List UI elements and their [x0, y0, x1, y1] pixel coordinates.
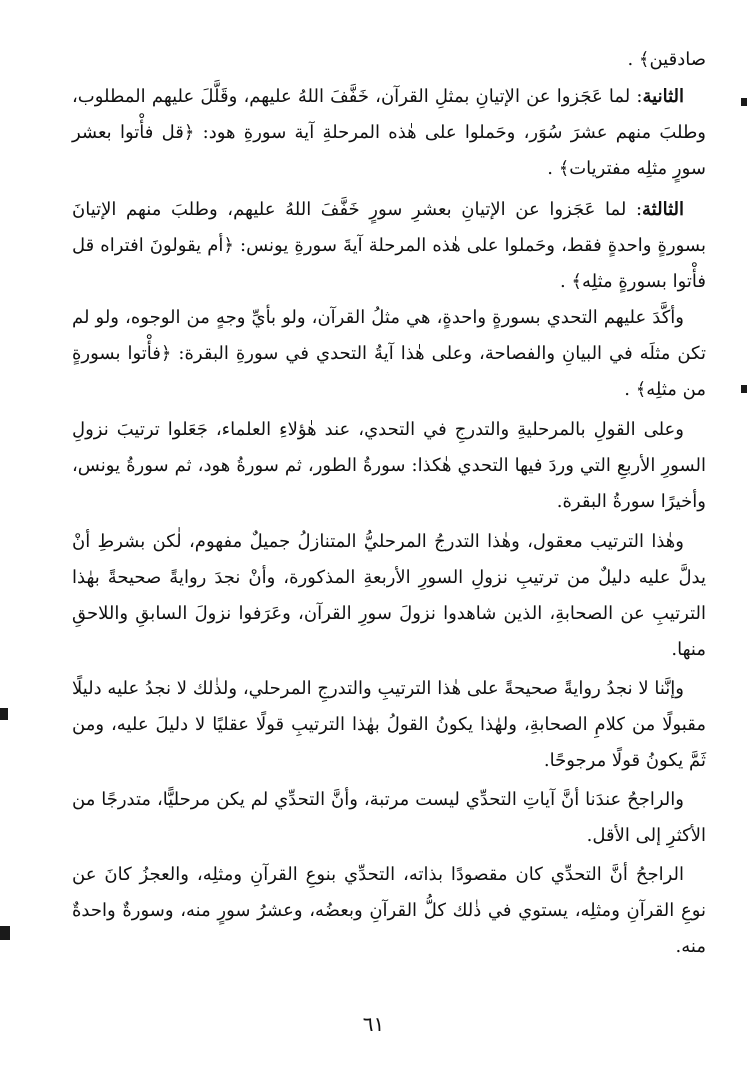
paragraph-preferred-view — [72, 782, 706, 854]
paragraph-text-challenge: وأكَّدَ عليهم التحدي بسورةٍ واحدةٍ، هي مثلُ القرآن، ولو بأيِّ وجهٍ من الوجوه، ولو لم تكن مثلَه في البيانِ والفصاحة، وعلى هٰذا آيةُ التحدي في سورةِ البقرة: ﴿فأْتوا بسورةٍ من مثلِه﴾ . — [72, 307, 706, 400]
paragraph-text-third: : لما عَجَزوا عن الإتيانِ بعشرِ سورٍ خَفَّفَ اللهُ عليهم، وطلبَ منهم الإتيانَ بسورةٍ واحدةٍ فقط، وحَملوا على هٰذه المرحلة آيةَ سورةِ يونس: ﴿أم يقولونَ افتراه قل فأْتوا بسورةٍ مثلِه﴾ . — [72, 199, 706, 292]
scan-mark-top — [741, 98, 747, 106]
paragraph-text-condition: وهٰذا الترتيب معقول، وهٰذا التدرجُ المرحليُّ المتنازلُ جميلٌ مفهوم، لٰكن بشرطِ أنْ يدلَّ عليه دليلٌ من ترتيبِ نزولِ السورِ الأربعةِ المذكورة، وأنْ نجدَ روايةً صحيحةً بهٰذا الترتيبِ عن الصحابةِ، الذين شاهدوا نزولَ سورِ القرآن، وعَرَفوا نزولَ السابقِ واللاحقِ منها. — [72, 531, 706, 660]
paragraph-continuation: صادقين﴾ . — [627, 49, 706, 70]
paragraph-text-no-narration: وإنَّنا لا نجدُ روايةً صحيحةً على هٰذا الترتيبِ والتدرجِ المرحلي، ولذٰلك لا نجدُ عليه دليلًا مقبولًا من كلامِ الصحابةِ، ولهٰذا يكونُ القولُ بهٰذا الترتيبِ قولًا عقليًا لا دليلَ عليه، ومن ثَمَّ يكونُ قولًا مرجوحًا. — [72, 678, 706, 771]
paragraph-challenge-intent — [72, 857, 706, 965]
scan-mark-left-lower — [0, 926, 10, 940]
scan-mark-middle — [741, 385, 747, 393]
paragraph-label-second: الثانية — [642, 86, 684, 107]
paragraph-text-second: : لما عَجَزوا عن الإتيانِ بمثلِ القرآن، خَفَّفَ اللهُ عليهم، وقَلَّلَ عليهم المطلوب، وطلبَ منهم عشرَ سُوَر، وحَملوا على هٰذه المرحلةِ آية سورةِ هود: ﴿قل فأْتوا بعشر سورٍ مثلِه مفتريات﴾ . — [72, 86, 706, 179]
paragraph-no-narration — [72, 671, 706, 779]
paragraph-surah-order — [72, 412, 706, 520]
paragraph-text-intent: الراجحُ أنَّ التحدِّي كان مقصودًا بذاته، التحدِّي بنوعِ القرآنِ ومثلِه، والعجزُ كانَ عن نوعِ القرآنِ ومثلِه، يستوي في ذٰلك كلُّ القرآنِ وبعضُه، وعشرُ سورٍ منه، وسورةٌ واحدةٌ منه. — [72, 864, 706, 957]
paragraph-text-order: وعلى القولِ بالمرحليةِ والتدرجِ في التحدي، عند هٰؤلاءِ العلماء، جَعَلوا ترتيبَ نزولِ السورِ الأربعِ التي وردَ فيها التحدي هٰكذا: سورةُ الطور، ثم سورةُ هود، ثم سورةُ يونس، وأخيرًا سورةُ البقرة. — [72, 419, 707, 512]
paragraph-second-stage — [72, 79, 706, 187]
paragraph-third-stage — [72, 192, 706, 300]
paragraph-evidence-condition — [72, 524, 706, 668]
paragraph-label-third: الثالثة — [642, 199, 684, 220]
scan-mark-left-upper — [0, 708, 8, 720]
paragraph-text-preferred: والراجحُ عندَنا أنَّ آياتِ التحدِّي ليست مرتبة، وأنَّ التحدِّي لم يكن مرحليًّا، متدرجًا من الأكثرِ إلى الأقل. — [72, 789, 706, 846]
paragraph-single-surah-challenge — [72, 300, 706, 408]
page-number: ٦١ — [362, 1012, 385, 1036]
text-line-continuation — [72, 42, 706, 78]
